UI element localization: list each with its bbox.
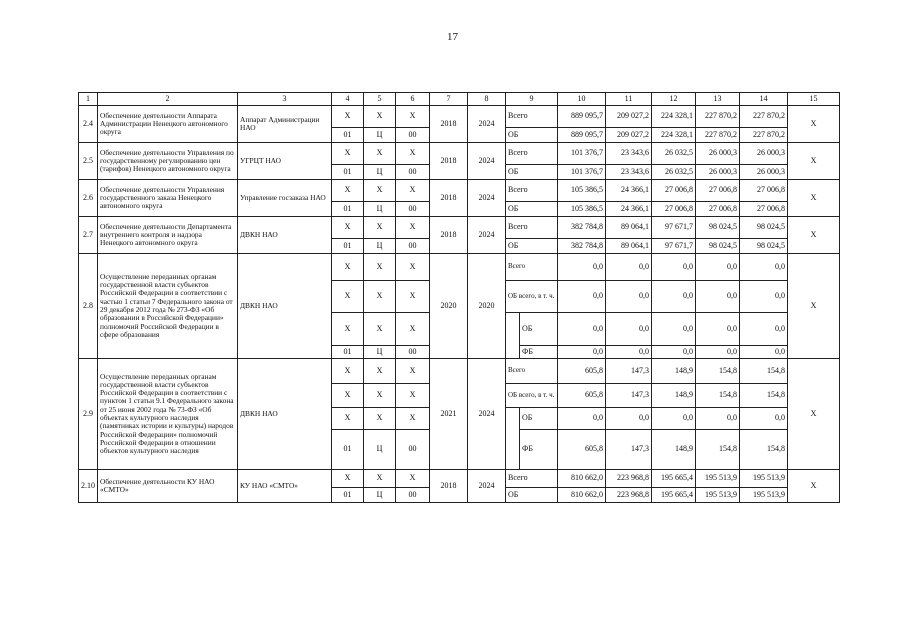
x-marker: Х <box>332 180 364 202</box>
amount-cell: 98 024,5 <box>696 239 740 254</box>
amount-cell: 0,0 <box>558 281 606 313</box>
amount-cell: 27 006,8 <box>740 180 788 202</box>
indent-spacer <box>506 408 520 470</box>
code-cell: 00 <box>396 346 430 359</box>
amount-cell: 24 366,1 <box>606 180 652 202</box>
activity-name: Обеспечение деятельности Управления по государственному регулированию цен (тарифов) Ненецкого автономного округа <box>98 143 238 180</box>
code-cell: Ц <box>364 239 396 254</box>
amount-cell: 0,0 <box>652 254 696 281</box>
x-marker: Х <box>396 359 430 384</box>
x-marker: Х <box>332 254 364 281</box>
activity-name: Осуществление переданных органам государственной власти субъектов Российской Федерации в соответствии с пунктом 1 статьи 9.1 Федерального закона от 25 июня 2002 года № 73-ФЗ «Об объектах культурного наследия (памятниках истории и культуры) народов Российской Федерации» полномочий Российской Федерации в отношении объектов культурного наследия <box>98 359 238 470</box>
amount-cell: 148,9 <box>652 430 696 470</box>
x-marker: Х <box>364 106 396 128</box>
amount-cell: 810 662,0 <box>558 470 606 488</box>
amount-cell: 0,0 <box>558 346 606 359</box>
funding-source: ОБ <box>520 313 558 346</box>
column-number: 7 <box>430 93 468 106</box>
amount-cell: 209 027,2 <box>606 106 652 128</box>
amount-cell: 26 032,5 <box>652 143 696 165</box>
column-number: 3 <box>238 93 332 106</box>
amount-cell: 227 870,2 <box>740 128 788 143</box>
x-marker: Х <box>396 281 430 313</box>
amount-cell: 0,0 <box>606 281 652 313</box>
funding-source: Всего <box>506 254 558 281</box>
amount-cell: 0,0 <box>652 408 696 430</box>
start-year: 2021 <box>430 359 468 470</box>
end-year: 2024 <box>468 180 506 217</box>
amount-cell: 154,8 <box>696 359 740 384</box>
column-number: 11 <box>606 93 652 106</box>
amount-cell: 0,0 <box>696 281 740 313</box>
col15-marker: Х <box>788 106 840 143</box>
start-year: 2018 <box>430 217 468 254</box>
amount-cell: 147,3 <box>606 359 652 384</box>
amount-cell: 105 386,5 <box>558 202 606 217</box>
code-cell: 00 <box>396 488 430 503</box>
amount-cell: 27 006,8 <box>652 202 696 217</box>
funding-source: ОБ <box>506 239 558 254</box>
x-marker: Х <box>396 384 430 408</box>
activity-name: Осуществление переданных органам государственной власти субъектов Российской Федерации в соответствии с частью 1 статьи 7 Федерального закона от 29 декабря 2012 года № 273-ФЗ «Об образовании в Российской Федерации» полномочий Российской Федерации в сфере образования <box>98 254 238 359</box>
col15-marker: Х <box>788 180 840 217</box>
amount-cell: 97 671,7 <box>652 217 696 239</box>
funding-source: ОБ всего, в т. ч. <box>506 384 558 408</box>
amount-cell: 0,0 <box>740 281 788 313</box>
amount-cell: 26 000,3 <box>696 165 740 180</box>
col15-marker: Х <box>788 359 840 470</box>
col15-marker: Х <box>788 143 840 180</box>
amount-cell: 101 376,7 <box>558 143 606 165</box>
funding-source: ОБ <box>506 165 558 180</box>
executor: КУ НАО «СМТО» <box>238 470 332 503</box>
code-cell: 01 <box>332 165 364 180</box>
column-number: 14 <box>740 93 788 106</box>
table-row <box>79 217 840 239</box>
executor: ДВКН НАО <box>238 254 332 359</box>
amount-cell: 223 968,8 <box>606 488 652 503</box>
amount-cell: 0,0 <box>652 313 696 346</box>
end-year: 2024 <box>468 143 506 180</box>
header-row <box>79 93 840 106</box>
x-marker: Х <box>364 281 396 313</box>
funding-source: Всего <box>506 470 558 488</box>
amount-cell: 0,0 <box>740 346 788 359</box>
amount-cell: 195 665,4 <box>652 488 696 503</box>
amount-cell: 195 513,9 <box>740 470 788 488</box>
funding-source: ОБ <box>506 202 558 217</box>
code-cell: Ц <box>364 488 396 503</box>
column-number: 5 <box>364 93 396 106</box>
amount-cell: 227 870,2 <box>696 106 740 128</box>
amount-cell: 27 006,8 <box>740 202 788 217</box>
funding-source: ОБ <box>520 408 558 430</box>
indent-spacer <box>506 313 520 359</box>
amount-cell: 24 366,1 <box>606 202 652 217</box>
amount-cell: 154,8 <box>696 384 740 408</box>
executor: Аппарат Администрации НАО <box>238 106 332 143</box>
amount-cell: 0,0 <box>696 254 740 281</box>
amount-cell: 105 386,5 <box>558 180 606 202</box>
start-year: 2018 <box>430 106 468 143</box>
amount-cell: 382 784,8 <box>558 217 606 239</box>
code-cell: 01 <box>332 202 364 217</box>
amount-cell: 0,0 <box>606 254 652 281</box>
start-year: 2018 <box>430 180 468 217</box>
budget-table <box>78 92 840 503</box>
funding-source: Всего <box>506 180 558 202</box>
activity-name: Обеспечение деятельности Управления государственного заказа Ненецкого автономного округа <box>98 180 238 217</box>
amount-cell: 605,8 <box>558 384 606 408</box>
executor: Управление госзаказа НАО <box>238 180 332 217</box>
amount-cell: 195 665,4 <box>652 470 696 488</box>
amount-cell: 147,3 <box>606 430 652 470</box>
x-marker: Х <box>332 143 364 165</box>
x-marker: Х <box>332 217 364 239</box>
amount-cell: 810 662,0 <box>558 488 606 503</box>
row-number: 2.4 <box>79 106 98 143</box>
code-cell: 01 <box>332 239 364 254</box>
end-year: 2020 <box>468 254 506 359</box>
amount-cell: 27 006,8 <box>652 180 696 202</box>
amount-cell: 23 343,6 <box>606 143 652 165</box>
amount-cell: 889 095,7 <box>558 106 606 128</box>
amount-cell: 889 095,7 <box>558 128 606 143</box>
amount-cell: 223 968,8 <box>606 470 652 488</box>
code-cell: Ц <box>364 202 396 217</box>
x-marker: Х <box>364 217 396 239</box>
amount-cell: 0,0 <box>696 408 740 430</box>
amount-cell: 148,9 <box>652 359 696 384</box>
column-number: 15 <box>788 93 840 106</box>
amount-cell: 0,0 <box>558 254 606 281</box>
column-number: 12 <box>652 93 696 106</box>
x-marker: Х <box>396 408 430 430</box>
column-number: 6 <box>396 93 430 106</box>
column-number: 4 <box>332 93 364 106</box>
code-cell: Ц <box>364 128 396 143</box>
col15-marker: Х <box>788 217 840 254</box>
row-number: 2.10 <box>79 470 98 503</box>
amount-cell: 382 784,8 <box>558 239 606 254</box>
amount-cell: 101 376,7 <box>558 165 606 180</box>
start-year: 2018 <box>430 143 468 180</box>
code-cell: 00 <box>396 128 430 143</box>
amount-cell: 605,8 <box>558 359 606 384</box>
row-number: 2.6 <box>79 180 98 217</box>
amount-cell: 0,0 <box>740 408 788 430</box>
row-number: 2.7 <box>79 217 98 254</box>
code-cell: 01 <box>332 346 364 359</box>
x-marker: Х <box>396 180 430 202</box>
table-row <box>79 359 840 384</box>
x-marker: Х <box>364 359 396 384</box>
funding-source: ОБ всего, в т. ч. <box>506 281 558 313</box>
table-row <box>79 143 840 165</box>
amount-cell: 26 032,5 <box>652 165 696 180</box>
funding-source: Всего <box>506 106 558 128</box>
x-marker: Х <box>364 470 396 488</box>
x-marker: Х <box>364 143 396 165</box>
code-cell: 01 <box>332 488 364 503</box>
amount-cell: 0,0 <box>740 313 788 346</box>
amount-cell: 605,8 <box>558 430 606 470</box>
code-cell: Ц <box>364 430 396 470</box>
table-row <box>79 254 840 281</box>
amount-cell: 0,0 <box>606 313 652 346</box>
executor: ДВКН НАО <box>238 217 332 254</box>
amount-cell: 0,0 <box>558 313 606 346</box>
column-number: 1 <box>79 93 98 106</box>
end-year: 2024 <box>468 106 506 143</box>
x-marker: Х <box>364 180 396 202</box>
x-marker: Х <box>332 359 364 384</box>
x-marker: Х <box>396 470 430 488</box>
executor: УГРЦТ НАО <box>238 143 332 180</box>
amount-cell: 154,8 <box>740 359 788 384</box>
amount-cell: 26 000,3 <box>696 143 740 165</box>
column-number: 10 <box>558 93 606 106</box>
x-marker: Х <box>396 254 430 281</box>
amount-cell: 89 064,1 <box>606 217 652 239</box>
table-body <box>79 93 840 503</box>
row-number: 2.9 <box>79 359 98 470</box>
page-number: 17 <box>447 31 458 43</box>
amount-cell: 0,0 <box>696 346 740 359</box>
col15-marker: Х <box>788 254 840 359</box>
x-marker: Х <box>364 384 396 408</box>
activity-name: Обеспечение деятельности Аппарата Администрации Ненецкого автономного округа <box>98 106 238 143</box>
code-cell: Ц <box>364 165 396 180</box>
amount-cell: 195 513,9 <box>740 488 788 503</box>
column-number: 13 <box>696 93 740 106</box>
funding-source: Всего <box>506 143 558 165</box>
x-marker: Х <box>332 408 364 430</box>
amount-cell: 97 671,7 <box>652 239 696 254</box>
amount-cell: 27 006,8 <box>696 180 740 202</box>
amount-cell: 0,0 <box>696 313 740 346</box>
funding-source: ОБ <box>506 128 558 143</box>
x-marker: Х <box>364 313 396 346</box>
amount-cell: 0,0 <box>558 408 606 430</box>
amount-cell: 195 513,9 <box>696 470 740 488</box>
end-year: 2024 <box>468 359 506 470</box>
activity-name: Обеспечение деятельности КУ НАО «СМТО» <box>98 470 238 503</box>
code-cell: 01 <box>332 430 364 470</box>
x-marker: Х <box>396 106 430 128</box>
executor: ДВКН НАО <box>238 359 332 470</box>
x-marker: Х <box>364 408 396 430</box>
x-marker: Х <box>332 281 364 313</box>
amount-cell: 26 000,3 <box>740 143 788 165</box>
funding-source: Всего <box>506 359 558 384</box>
code-cell: 00 <box>396 202 430 217</box>
x-marker: Х <box>396 313 430 346</box>
end-year: 2024 <box>468 217 506 254</box>
table-row <box>79 470 840 488</box>
column-number: 9 <box>506 93 558 106</box>
x-marker: Х <box>332 313 364 346</box>
x-marker: Х <box>364 254 396 281</box>
start-year: 2020 <box>430 254 468 359</box>
amount-cell: 98 024,5 <box>696 217 740 239</box>
x-marker: Х <box>332 384 364 408</box>
amount-cell: 224 328,1 <box>652 128 696 143</box>
amount-cell: 89 064,1 <box>606 239 652 254</box>
column-number: 8 <box>468 93 506 106</box>
column-number: 2 <box>98 93 238 106</box>
funding-source: ОБ <box>506 488 558 503</box>
amount-cell: 224 328,1 <box>652 106 696 128</box>
amount-cell: 154,8 <box>740 430 788 470</box>
amount-cell: 27 006,8 <box>696 202 740 217</box>
funding-source: ФБ <box>520 346 558 359</box>
amount-cell: 0,0 <box>606 346 652 359</box>
amount-cell: 0,0 <box>740 254 788 281</box>
amount-cell: 0,0 <box>652 281 696 313</box>
funding-source: Всего <box>506 217 558 239</box>
start-year: 2018 <box>430 470 468 503</box>
col15-marker: Х <box>788 470 840 503</box>
end-year: 2024 <box>468 470 506 503</box>
code-cell: 00 <box>396 430 430 470</box>
x-marker: Х <box>396 143 430 165</box>
table-row <box>79 106 840 128</box>
table-row <box>79 180 840 202</box>
amount-cell: 0,0 <box>652 346 696 359</box>
code-cell: 00 <box>396 239 430 254</box>
amount-cell: 0,0 <box>606 408 652 430</box>
x-marker: Х <box>332 470 364 488</box>
amount-cell: 26 000,3 <box>740 165 788 180</box>
code-cell: 01 <box>332 128 364 143</box>
row-number: 2.5 <box>79 143 98 180</box>
amount-cell: 195 513,9 <box>696 488 740 503</box>
amount-cell: 227 870,2 <box>740 106 788 128</box>
x-marker: Х <box>396 217 430 239</box>
amount-cell: 148,9 <box>652 384 696 408</box>
activity-name: Обеспечение деятельности Департамента внутреннего контроля и надзора Ненецкого автономного округа <box>98 217 238 254</box>
amount-cell: 98 024,5 <box>740 217 788 239</box>
x-marker: Х <box>332 106 364 128</box>
amount-cell: 98 024,5 <box>740 239 788 254</box>
row-number: 2.8 <box>79 254 98 359</box>
amount-cell: 154,8 <box>740 384 788 408</box>
code-cell: Ц <box>364 346 396 359</box>
amount-cell: 227 870,2 <box>696 128 740 143</box>
funding-source: ФБ <box>520 430 558 470</box>
amount-cell: 23 343,6 <box>606 165 652 180</box>
code-cell: 00 <box>396 165 430 180</box>
amount-cell: 154,8 <box>696 430 740 470</box>
amount-cell: 209 027,2 <box>606 128 652 143</box>
amount-cell: 147,3 <box>606 384 652 408</box>
